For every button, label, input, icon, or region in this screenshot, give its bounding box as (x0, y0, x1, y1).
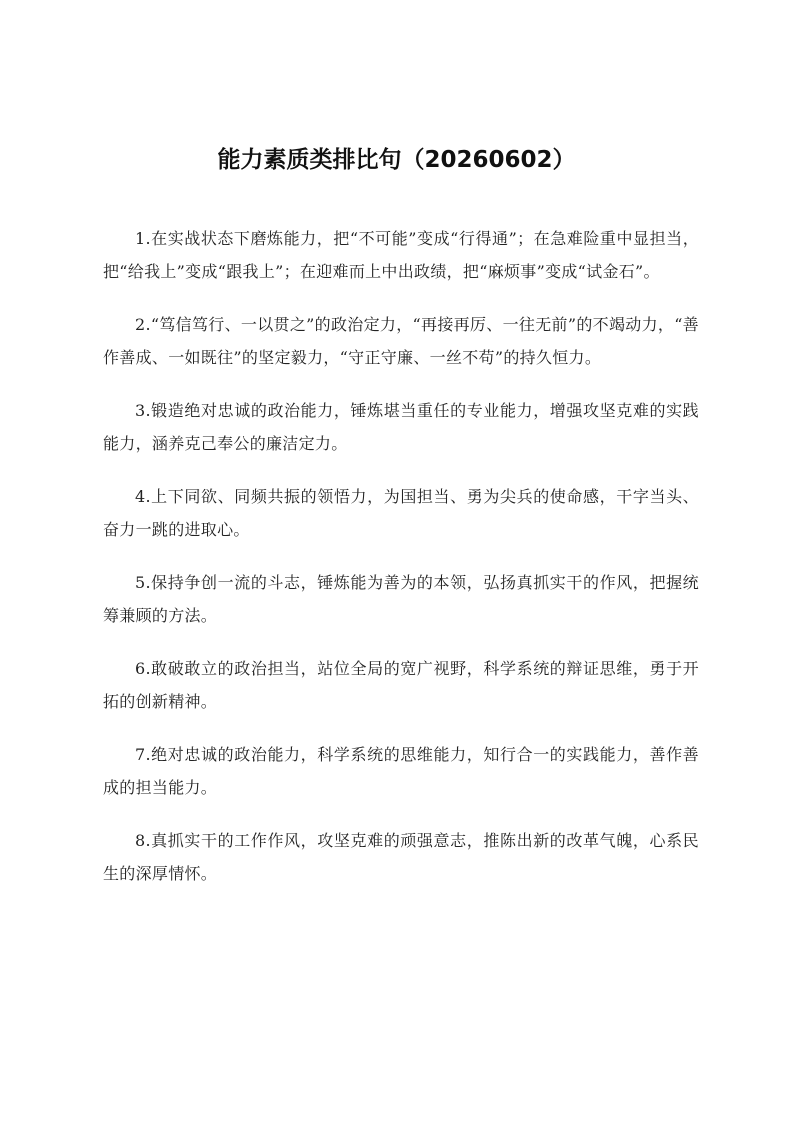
paragraph-4: 4.上下同欲、同频共振的领悟力，为国担当、勇为尖兵的使命感，干字当头、奋力一跳的进取心。 (103, 487, 699, 539)
paragraph-7: 7.绝对忠诚的政治能力，科学系统的思维能力，知行合一的实践能力，善作善成的担当能力。 (103, 745, 699, 797)
paragraph-8: 8.真抓实干的工作作风，攻坚克难的顽强意志，推陈出新的改革气魄，心系民生的深厚情怀。 (103, 831, 699, 883)
paragraph-6: 6.敢破敢立的政治担当，站位全局的宽广视野，科学系统的辩证思维，勇于开拓的创新精神。 (103, 659, 699, 711)
paragraph-2: 2.“笃信笃行、一以贯之”的政治定力，“再接再厉、一往无前”的不竭动力，“善作善成、一如既往”的坚定毅力，“守正守廉、一丝不苟”的持久恒力。 (103, 315, 699, 367)
page-title: 能力素质类排比句（20260602） (217, 147, 576, 173)
paragraph-3: 3.锻造绝对忠诚的政治能力，锤炼堪当重任的专业能力，增强攻坚克难的实践能力，涵养克己奉公的廉洁定力。 (103, 401, 699, 453)
document-body (103, 222, 699, 910)
paragraph-1: 1.在实战状态下磨炼能力，把“不可能”变成“行得通”；在急难险重中显担当，把“给我上”变成“跟我上”；在迎难而上中出政绩，把“麻烦事”变成“试金石”。 (103, 229, 699, 281)
paragraph-5: 5.保持争创一流的斗志，锤炼能为善为的本领，弘扬真抓实干的作风，把握统筹兼顾的方法。 (103, 573, 699, 625)
